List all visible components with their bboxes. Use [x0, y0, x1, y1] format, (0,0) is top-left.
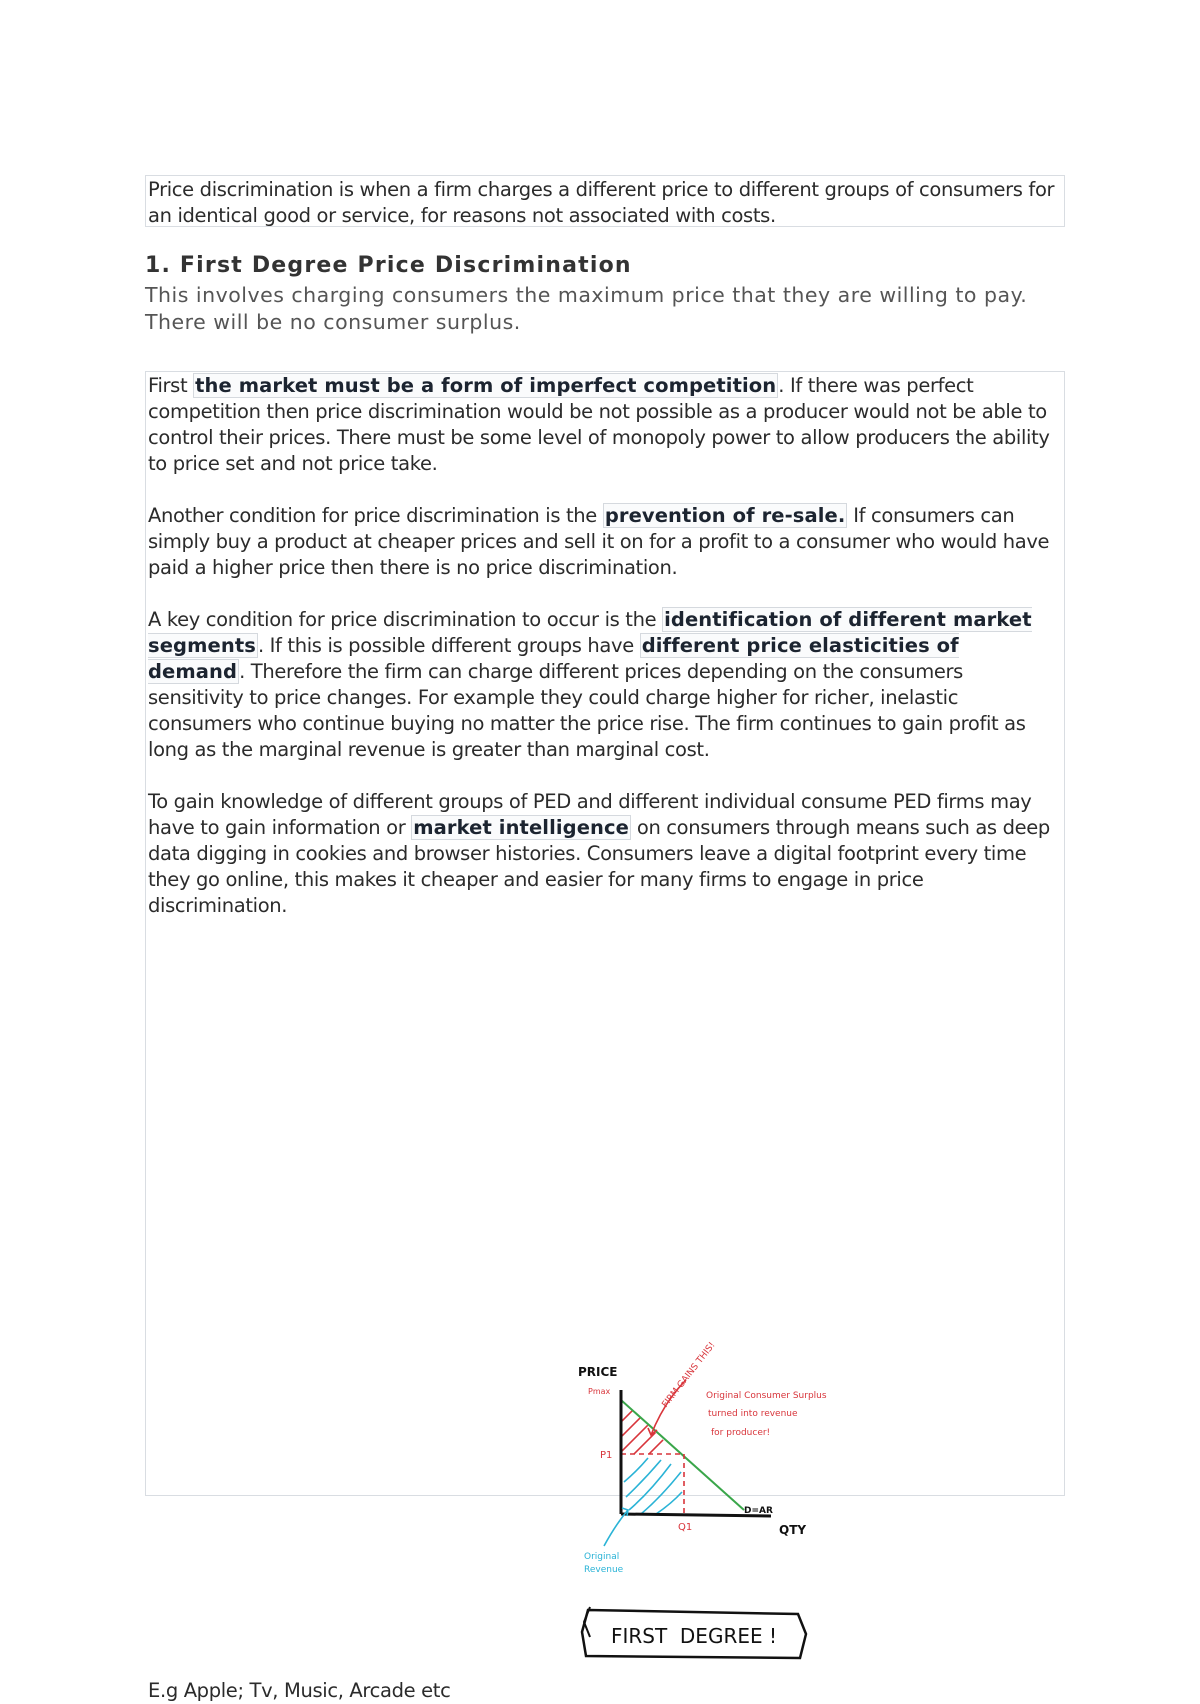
intro-text: Price discrimination is when a firm charges a different price to different groups of consumers for an identical good or service, for reasons not associated with costs.: [148, 178, 1055, 227]
text-run: First: [148, 374, 194, 397]
text-run: A key condition for price discrimination to occur is the: [148, 608, 663, 631]
paragraph-market-intelligence: [148, 789, 1062, 919]
demand-label: D=AR: [744, 1506, 773, 1516]
text-run: . If there was perfect competition then price discrimination would be not possible as a producer would not be able to control their prices. There must be some level of monopoly power to allow producers the ability to price set and not price take.: [148, 374, 1050, 475]
highlight-market-intelligence: market intelligence: [413, 816, 630, 839]
text-run: If consumers can simply buy a product at cheaper prices and sell it on for a profit to a consumer who would have paid a higher price then there is no price discrimination.: [148, 504, 1050, 579]
revenue-hatching: [624, 1458, 682, 1514]
paragraph-imperfect-competition: [148, 373, 1062, 477]
text-run: Another condition for price discrimination is the: [148, 504, 603, 527]
first-degree-diagram: [566, 1332, 836, 1667]
text-run: To gain knowledge of different groups of PED and different individual consume PED firms may have to gain information or: [148, 790, 1032, 839]
price-axis-label: PRICE: [578, 1365, 618, 1379]
surplus-note-line-3: for producer!: [711, 1428, 771, 1438]
revenue-arrow: [604, 1510, 628, 1546]
paragraph-resale: [148, 503, 1062, 581]
pmax-label: Pmax: [588, 1387, 611, 1396]
p1-label: P1: [600, 1450, 613, 1461]
qty-axis-label: QTY: [779, 1523, 807, 1537]
surplus-note-line-1: Original Consumer Surplus: [706, 1391, 827, 1401]
text-run: . If this is possible different groups have: [257, 634, 640, 657]
highlight-market-segments: identification of different market segments: [148, 608, 1032, 657]
paragraph-market-segments: [148, 607, 1062, 763]
highlight-imperfect-competition: the market must be a form of imperfect competition: [195, 374, 777, 397]
firm-gains-note: FIRM GAINS THIS!: [660, 1340, 718, 1410]
text-run: . Therefore the firm can charge different prices depending on the consumers sensitivity to price changes. For example they could charge higher for richer, inelastic consumers who continue buying no matter the price rise. The firm continues to gain profit as long as the marginal revenue is greater than marginal cost.: [148, 660, 1026, 761]
highlight-prevention-of-resale: prevention of re-sale.: [604, 504, 846, 527]
section-description: This involves charging consumers the maximum price that they are willing to pay. There will be no consumer surplus.: [145, 283, 1028, 334]
surplus-note-line-2: turned into revenue: [708, 1409, 798, 1419]
section-heading: 1. First Degree Price Discrimination: [145, 253, 632, 278]
text-run: on consumers through means such as deep data digging in cookies and browser histories. Consumers leave a digital footprint every time they go online, this makes it cheaper and easier for many firms to engage in price discrimination.: [148, 816, 1050, 917]
revenue-note-line-1: Original: [584, 1552, 620, 1562]
banner-text: FIRST DEGREE !: [610, 1624, 778, 1648]
q1-label: Q1: [678, 1522, 693, 1533]
highlight-price-elasticities: different price elasticities of demand: [148, 634, 959, 683]
revenue-note-line-2: Revenue: [584, 1565, 624, 1575]
example-text: E.g Apple; Tv, Music, Arcade etc: [148, 1679, 451, 1702]
content-box: [145, 371, 1065, 1702]
intro-box: [145, 175, 1065, 227]
